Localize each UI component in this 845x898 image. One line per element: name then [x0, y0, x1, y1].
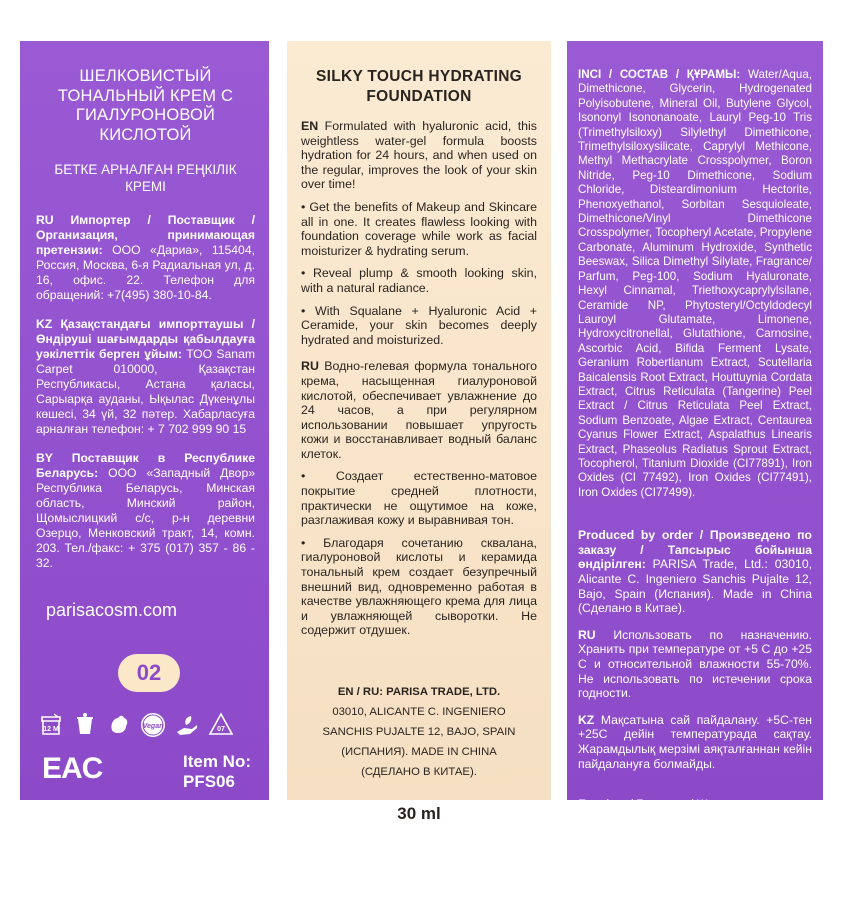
pao-label: 12 M	[43, 726, 59, 733]
by-supplier-text: ООО «Западный Двор» Республика Беларусь, Минская область, Минский район, Щомыслицкий с/с, р-н деревни Озерцо, Менковский тракт, 14, комн. 203. Тел./факс: + 375 (017) 357 - 86 - 32.	[36, 466, 256, 570]
en-bullet: • Reveal plump & smooth looking skin, with a natural radiance.	[301, 266, 538, 295]
inci-label: INCI / СОСТАВ / ҚҰРАМЫ:	[578, 68, 741, 81]
en-tag: EN	[301, 119, 319, 133]
kz-importer-label: KZ Қазақстандағы импорттаушы / Өндіруші шағымдарды қабылдауға уәкілеттік берген ұйым:	[36, 317, 255, 361]
en-description	[301, 119, 537, 192]
ru-importer-text: ООО «Дариа», 115404, Россия, Москва, 6-я Радиальная ул, д. 16, офис. 22. Телефон для обращений: +7(495) 380-10-84.	[36, 243, 256, 302]
ru-importer-label: RU Импортер / Поставщик / Организация, принимающая претензии:	[36, 213, 255, 257]
en-bullet: • With Squalane + Hyaluronic Acid + Ceramide, your skin becomes deeply hydrated and moisturized.	[301, 303, 537, 347]
recycle-bin-icon	[72, 712, 98, 738]
kz-storage-text: Мақсатына сай пайдалану. +5C-тен +25C дейін температурада сақтау. Жарамдылық мерзімі аяқталғаннан кейін пайдалануға болмайды.	[578, 712, 812, 771]
address-line: (ИСПАНИЯ). MADE IN CHINA	[341, 746, 497, 758]
address-line: 03010, ALICANTE C. INGENIERO	[332, 706, 506, 718]
ru-bullet: • Благодаря сочетанию сквалана, гиалуроновой кислоты и керамида тональный крем создает безупречный внешний вид, одновременно работая в качестве увлажняющего крема для лица и увлажняющей сыворотки. Не содержит отдушек.	[301, 535, 537, 638]
shade-badge: 02	[118, 654, 180, 692]
kz-storage-tag: KZ	[578, 712, 595, 727]
middle-panel	[287, 41, 551, 823]
product-subtitle-kz: БЕТКЕ АРНАЛҒАН РЕҢКІЛІК КРЕМІ	[54, 162, 237, 194]
kz-importer-block	[36, 317, 255, 437]
certification-icons	[38, 712, 255, 738]
produced-label: Produced by order / Произведено по заказу / Тапсырыс бойынша өндірілген:	[578, 528, 812, 572]
manufacturer-address	[301, 682, 537, 782]
product-title-en: SILKY TOUCH HYDRATING FOUNDATION	[315, 68, 523, 105]
recycle-07-icon	[208, 712, 234, 738]
website: parisacosm.com	[46, 600, 178, 620]
volume: 30 ml	[397, 804, 441, 823]
exp-date-label: Exp date / Годен до / Жарамдылық мерзімі:	[578, 797, 774, 826]
address-line: SANCHIS PUJALTE 12, BAJO, SPAIN	[322, 726, 516, 738]
hand-leaf-icon	[174, 712, 200, 738]
product-title-ru: ШЕЛКОВИСТЫЙ ТОНАЛЬНЫЙ КРЕМ С ГИАЛУРОНОВОЙ КИСЛОТОЙ	[57, 67, 234, 144]
item-number-label: Item No:	[183, 752, 251, 771]
left-footer	[36, 752, 255, 792]
ru-importer-block	[36, 213, 255, 303]
12m-jar-icon	[38, 712, 64, 738]
by-supplier-block	[36, 451, 255, 571]
en-bullet: • Get the benefits of Makeup and Skincare all in one. It creates flawless looking with foundation coverage while work as facial moisturizer & hydrating serum.	[301, 199, 538, 258]
ru-tag: RU	[301, 359, 319, 374]
produced-text: PARISA Trade, Ltd.: 03010, Alicante C. Ingeniero Sanchis Pujalte 12, Bajo, Spain (Испания). Made in China (Сделано в Китае).	[578, 557, 812, 616]
inci-text: Water/Aqua, Dimethicone, Glycerin, Hydrogenated Polyisobutene, Mineral Oil, Butylene Glycol, Isononyl Isononanoate, Lauryl Peg-10 Tris (Trimethylsiloxy) Silylethyl Dimethicone, Trimethylsiloxysilicate, Caprylyl Methicone, Methyl Methacrylate Crosspolymer, Boron Nitride, Peg-10 Dimethicone, Sodium Chloride, Disteardimonium Hectorite, Phenoxyethanol, Sorbitan Sesquioleate, Dimethicone/Vinyl Dimethicone Crosspolymer, Tocopheryl Acetate, Propylene Carbonate, Aluminum Hydroxide, Synthetic Beeswax, Silica Dimethyl Silylate, Fragrance/ Parfum, Peg-100, Sodium Hyaluronate, Hexyl Cinnamal, Triethoxycaprylylsilane, Ceramide NP, Phytosteryl/Octyldodecyl Lauroyl Glutamate, Limonene, Hydroxycitronellal, Glutathione, Carnosine, Ascorbic Acid, Bifida Ferment Lysate, Geranium Robertianum Extract, Scutellaria Baicalensis Root Extract, Houttuynia Cordata Extract, Citrus Reticulata (Tangerine) Peel Extract / Citrus Reticulata Peel Extract, Sodium Benzoate, Algae Extract, Centaurea Cyanus Flower Extract, Aspalathus Linearis Extract, Phaseolus Radiatus Sprout Extract, Tocopherol, Titanium Dioxide (CI77891), Iron Oxides (CI 77492), Iron Oxides (CI77491), Iron Oxides (CI77499).	[578, 68, 812, 499]
en-text: Formulated with hyaluronic acid, this weightless water-gel formula boosts hydration for 24 hours, and when used on the regular, improves the look of your skin over time!	[301, 119, 537, 192]
no-animal-testing-icon	[106, 712, 132, 738]
by-supplier-label: BY Поставщик в Республике Беларусь:	[36, 451, 255, 480]
recycle-code: 07	[217, 726, 225, 733]
address-title: EN / RU: PARISA TRADE, LTD.	[337, 686, 501, 698]
ru-text: Водно-гелевая формула тонального крема, насыщенная гиалуроновой кислотой, обеспечивает увлажнение до 24 часов, а при регулярном использовании повышает упругость кожи и восстанавливает водный баланс клеток.	[301, 359, 537, 461]
volume-label: Volume / Объем / Көлемі:	[578, 868, 721, 883]
volume-value: 30 ml / 1,01 fl.oz.	[578, 883, 671, 898]
kz-storage-block	[578, 713, 812, 771]
ru-storage-text: Использовать по назначению. Хранить при температуре от +5 С до +25 С и относительной влажности 55-70%. Не использовать по истечении срока годности.	[578, 627, 812, 701]
address-line: (СДЕЛАНО В КИТАЕ).	[361, 766, 477, 778]
ru-description	[301, 359, 537, 461]
eac-mark: EAC	[42, 752, 103, 785]
inci-block	[578, 68, 812, 500]
kz-importer-text: ТОО Sanam Carpet 010000, Қазақстан Республикасы, Астана қаласы, Сарыарқа ауданы, Ықылас Дүкенұлы көшесі, 34 үй, 32 пәтер. Хабарласуға арналған телефон: + 7 702 999 90 15	[36, 347, 256, 436]
left-panel	[20, 41, 269, 800]
ru-bullet: • Создает естественно-матовое покрытие средней плотности, практически не ощутимое на коже, разглаживая кожу и выравнивая тон.	[301, 469, 537, 528]
right-panel	[567, 41, 823, 898]
vegan-icon	[140, 712, 166, 738]
ru-storage-tag: RU	[578, 627, 596, 642]
item-number: PFS06	[183, 772, 235, 791]
item-number-block	[183, 752, 251, 792]
vegan-label: Vegan	[142, 723, 164, 730]
ru-storage-block	[578, 628, 812, 701]
produced-block	[578, 528, 812, 616]
batch-label: Batch No / Номер партии / Партия нөмірі:	[578, 840, 811, 855]
